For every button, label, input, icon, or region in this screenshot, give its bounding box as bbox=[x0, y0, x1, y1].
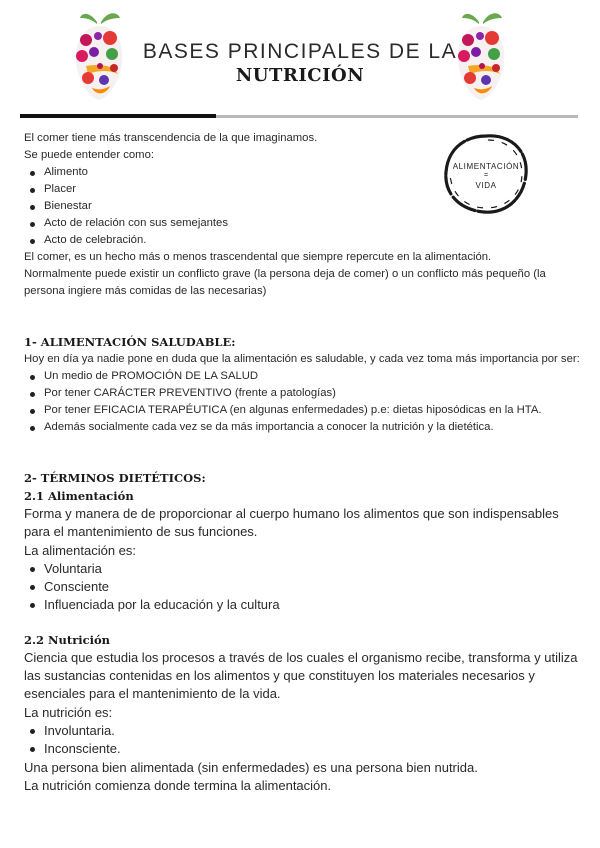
document-body bbox=[24, 130, 580, 795]
list-item: Un medio de PROMOCIÓN DE LA SALUD bbox=[44, 368, 580, 385]
intro-line-1: El comer tiene más transcendencia de la que imaginamos. bbox=[24, 132, 318, 144]
subsection-2-1-paragraph: Forma y manera de de proporcionar al cuerpo humano los alimentos que son indispensables para el mantenimiento de sus funciones. bbox=[24, 506, 559, 540]
subsection-2-2-heading: 2.2 Nutrición bbox=[24, 632, 111, 647]
list-item: Voluntaria bbox=[44, 560, 580, 578]
intro-paragraph-1: El comer, es un hecho más o menos trascendental que siempre repercute en la alimentación. bbox=[24, 251, 492, 263]
list-item: Además socialmente cada vez se da más importancia a conocer la nutrición y la dietética. bbox=[44, 419, 580, 436]
section-2-heading: 2- TÉRMINOS DIETÉTICOS: bbox=[24, 471, 206, 485]
header-divider bbox=[20, 114, 578, 118]
list-item: Por tener CARÁCTER PREVENTIVO (frente a patologías) bbox=[44, 385, 580, 402]
subsection-2-1-heading: 2.1 Alimentación bbox=[24, 489, 134, 503]
section-1 bbox=[24, 334, 580, 436]
subsection-2-2-lead: La nutrición es: bbox=[24, 704, 113, 720]
intro-paragraph-2: Normalmente puede existir un conflicto grave (la persona deja de comer) o un conflicto más pequeño (la persona ingiere más comidas de las necesarias) bbox=[24, 268, 546, 297]
intro-line-2: Se puede entender como: bbox=[24, 149, 155, 161]
section-1-heading: 1- ALIMENTACIÓN SALUDABLE: bbox=[24, 335, 236, 349]
stamp-mid-text: = bbox=[483, 172, 489, 179]
fruit-logo-right bbox=[452, 8, 510, 104]
intro-section bbox=[24, 130, 580, 300]
header bbox=[0, 0, 600, 110]
list-item: Influenciada por la educación y la cultura bbox=[44, 596, 580, 614]
list-item: Acto de celebración. bbox=[44, 232, 580, 249]
page-title bbox=[0, 40, 600, 88]
list-item: Alimento bbox=[44, 164, 580, 181]
list-item: Inconsciente. bbox=[44, 740, 580, 758]
closing-line-1: Una persona bien alimentada (sin enfermedades) es una persona bien nutrida. bbox=[24, 759, 478, 775]
section-1-paragraph: Hoy en día ya nadie pone en duda que la alimentación es saludable, y cada vez toma más importancia por ser: bbox=[24, 353, 580, 365]
subsection-2-2 bbox=[24, 649, 580, 795]
closing-line-2: La nutrición comienza donde termina la alimentación. bbox=[24, 777, 332, 793]
subsection-2-1 bbox=[24, 505, 580, 615]
divider-dark-segment bbox=[20, 114, 216, 118]
title-line-1: BASES PRINCIPALES DE LA bbox=[142, 40, 458, 63]
subsection-2-1-lead: La alimentación es: bbox=[24, 542, 137, 558]
list-item: Involuntaria. bbox=[44, 722, 580, 740]
stamp-top-text: ALIMENTACIÓN bbox=[452, 162, 520, 171]
title-line-2: NUTRICIÓN bbox=[235, 65, 365, 86]
section-1-list bbox=[24, 368, 580, 436]
list-item: Acto de relación con sus semejantes bbox=[44, 215, 580, 232]
list-item: Consciente bbox=[44, 578, 580, 596]
subsection-2-2-paragraph: Ciencia que estudia los procesos a través de los cuales el organismo recibe, transforma y utiliza las sustancias contenidas en los alimentos y que constituyen los materiales necesarios y esenciales para el mantenimiento de la vida. bbox=[24, 649, 578, 702]
subsection-2-1-list bbox=[24, 560, 580, 615]
section-2 bbox=[24, 470, 580, 795]
divider-light-segment bbox=[216, 115, 578, 118]
intro-list bbox=[24, 164, 580, 249]
stamp-bottom-text: VIDA bbox=[475, 181, 497, 190]
list-item: Placer bbox=[44, 181, 580, 198]
list-item: Por tener EFICACIA TERAPÉUTICA (en algunas enfermedades) p.e: dietas hiposódicas en la HTA. bbox=[44, 402, 580, 419]
subsection-2-2-list bbox=[24, 722, 580, 759]
list-item: Bienestar bbox=[44, 198, 580, 215]
